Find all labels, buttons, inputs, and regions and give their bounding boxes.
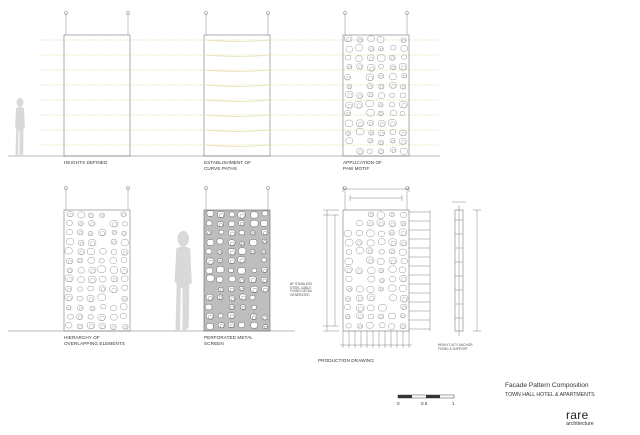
paw-motif-cell — [366, 100, 374, 106]
paw-motif-cell — [110, 258, 117, 264]
paw-motif-inner — [79, 232, 82, 235]
paw-motif-cell — [238, 248, 246, 255]
paw-motif-inner — [402, 132, 406, 136]
paw-motif-inner — [381, 280, 384, 283]
paw-motif-inner — [380, 48, 383, 51]
paw-motif-inner — [89, 298, 93, 302]
paw-motif-cell — [261, 220, 268, 226]
paw-motif-cell — [66, 323, 72, 328]
paw-motif-cell — [400, 314, 405, 318]
paw-motif-inner — [359, 325, 362, 328]
paw-motif-cell — [66, 239, 73, 245]
paw-motif-inner — [347, 38, 351, 42]
paw-motif-inner — [392, 67, 395, 70]
brand-logo — [566, 410, 594, 427]
paw-motif-cell — [251, 322, 258, 328]
paw-motif-cell — [217, 239, 223, 244]
paw-motif-inner — [347, 133, 350, 136]
paw-motif-cell — [379, 323, 385, 328]
paw-motif-cell — [101, 305, 106, 309]
paw-motif-cell — [98, 266, 106, 273]
paw-motif-cell — [345, 120, 353, 127]
paw-motif-cell — [368, 276, 375, 282]
paw-motif-inner — [391, 223, 395, 227]
note-anchor-fixing: HEAVY DUTY ANCHOR FIXING & SUPPORT — [438, 343, 473, 351]
paw-motif-cell — [65, 248, 72, 254]
paw-motif-cell — [110, 314, 117, 320]
paw-motif-inner — [346, 77, 349, 80]
paw-motif-cell — [378, 93, 385, 99]
paw-motif-cell — [356, 128, 364, 135]
panel-curves-frame — [204, 35, 270, 156]
paw-motif-inner — [80, 251, 84, 255]
paw-motif-cell — [110, 306, 116, 311]
paw-motif-inner — [80, 242, 83, 245]
paw-motif-cell — [219, 230, 224, 234]
paw-motif-inner — [402, 86, 405, 89]
paw-motif-cell — [251, 212, 259, 218]
paw-motif-inner — [369, 94, 372, 97]
paw-motif-cell — [229, 212, 235, 217]
paw-motif-cell — [239, 322, 245, 327]
paw-motif-cell — [206, 323, 213, 329]
paw-motif-inner — [392, 140, 395, 143]
scale-bar — [398, 395, 454, 398]
paw-motif-inner — [79, 260, 82, 263]
paw-motif-cell — [100, 249, 106, 254]
paw-motif-inner — [392, 149, 395, 152]
paw-motif-inner — [67, 288, 70, 291]
paw-motif-cell — [111, 250, 117, 255]
paw-motif-inner — [67, 296, 71, 300]
paw-motif-cell — [402, 55, 407, 59]
caption-production-drawing: PRODUCTION DRAWING — [318, 358, 374, 363]
paw-motif-cell — [205, 304, 212, 310]
paw-motif-inner — [369, 57, 373, 61]
paw-motif-cell — [88, 315, 93, 320]
paw-motif-cell — [67, 230, 73, 235]
paw-motif-inner — [358, 297, 362, 301]
paw-motif-inner — [402, 315, 405, 318]
paw-motif-cell — [377, 212, 384, 218]
paw-motif-inner — [379, 222, 383, 226]
paw-motif-cell — [98, 294, 106, 301]
paw-motif-cell — [122, 285, 128, 290]
paw-motif-inner — [123, 298, 126, 301]
paw-motif-inner — [348, 288, 351, 291]
paw-motif-cell — [252, 305, 257, 309]
paw-motif-cell — [388, 324, 395, 330]
paw-motif-cell — [346, 47, 353, 53]
paw-motif-inner — [380, 288, 383, 291]
paw-motif-inner — [403, 75, 406, 78]
paw-motif-inner — [369, 223, 372, 226]
scale-bar-segment — [426, 395, 440, 398]
paw-motif-inner — [359, 66, 362, 69]
paw-motif-cell — [99, 259, 104, 263]
paw-motif-inner — [358, 242, 361, 245]
paw-motif-cell — [367, 240, 374, 246]
paw-motif-cell — [390, 295, 397, 301]
paw-motif-inner — [112, 326, 115, 329]
paw-motif-cell — [206, 249, 212, 254]
paw-motif-cell — [121, 258, 127, 263]
paw-motif-inner — [349, 66, 352, 69]
panel-heights-frame — [64, 35, 130, 156]
paw-motif-cell — [238, 268, 246, 275]
paw-motif-inner — [101, 288, 105, 292]
paw-motif-cell — [389, 266, 397, 272]
human-scale-figures — [15, 98, 192, 331]
paw-motif-inner — [90, 233, 93, 236]
figure-body — [15, 107, 25, 156]
paw-motif-inner — [357, 104, 361, 108]
paw-motif-cell — [389, 313, 396, 319]
paw-motif-cell — [250, 220, 258, 227]
paw-motif-inner — [69, 270, 72, 273]
paw-motif-inner — [370, 132, 373, 135]
paw-motif-cell — [377, 259, 384, 265]
paw-motif-cell — [367, 230, 375, 237]
paw-motif-inner — [380, 123, 384, 127]
paw-motif-inner — [391, 251, 394, 254]
paw-motif-inner — [91, 269, 95, 273]
paw-motif-cell — [123, 222, 128, 226]
panel-frames — [64, 11, 409, 331]
paw-motif-cell — [399, 285, 406, 291]
caption-paw-motif: APPLICATION OF PAW MOTIF — [343, 160, 383, 171]
scale-bar-segment — [398, 395, 412, 398]
paw-motif-cell — [378, 239, 385, 245]
paw-motif-inner — [112, 288, 116, 292]
paw-motif-cell — [88, 258, 95, 264]
paw-motif-inner — [403, 306, 406, 309]
paw-motif-inner — [370, 48, 373, 51]
figure-head — [17, 98, 24, 107]
paw-motif-cell — [400, 93, 406, 98]
paw-motif-cell — [367, 149, 372, 153]
paw-motif-cell — [390, 277, 396, 282]
paw-motif-inner — [68, 277, 72, 281]
paw-motif-inner — [401, 140, 405, 144]
human-figure — [175, 231, 192, 331]
paw-motif-inner — [348, 86, 351, 89]
paw-motif-cell — [401, 46, 408, 52]
paw-motif-inner — [370, 296, 374, 300]
paw-motif-inner — [368, 76, 372, 80]
paw-motif-inner — [90, 215, 93, 218]
paw-motif-cell — [206, 275, 214, 282]
paw-motif-inner — [100, 316, 104, 320]
scale-label-0: 0 — [397, 401, 400, 406]
paw-motif-inner — [122, 270, 126, 274]
paw-motif-cell — [207, 240, 214, 246]
paw-motif-cell — [356, 221, 362, 226]
paw-motif-cell — [368, 268, 375, 274]
paw-motif-inner — [114, 232, 117, 235]
paw-motif-cell — [99, 276, 106, 282]
paw-motif-inner — [79, 326, 82, 329]
paw-motif-inner — [89, 324, 93, 328]
paw-motif-inner — [78, 316, 82, 320]
paw-motif-cell — [78, 277, 85, 283]
paw-motif-inner — [80, 223, 83, 226]
paw-motif-inner — [391, 241, 395, 245]
paw-motif-cell — [77, 296, 83, 301]
paw-motif-cell — [390, 93, 395, 97]
paw-motif-inner — [402, 66, 406, 70]
brand-subtitle: architecture — [566, 421, 594, 427]
paw-motif-cell — [120, 313, 126, 318]
figure-head — [177, 231, 189, 247]
paw-motif-cell — [110, 267, 118, 273]
paw-motif-inner — [380, 316, 383, 319]
scale-label-1: 1 — [452, 401, 455, 406]
paw-motif-cell — [344, 230, 351, 236]
paw-motif-inner — [79, 307, 82, 310]
paw-motif-inner — [380, 132, 384, 136]
paw-motif-inner — [402, 104, 406, 108]
paw-motif-inner — [68, 260, 72, 264]
paw-motif-inner — [391, 214, 394, 217]
paw-motif-inner — [402, 277, 406, 281]
note-cable-fixing: BF STAINLESS STEEL CABLE FIXING DETAIL GENERATED — [290, 282, 313, 297]
project-name: TOWN HALL HOTEL & APARTMENTS — [505, 392, 595, 398]
paw-motif-cell — [262, 258, 267, 262]
paw-motif-cell — [346, 138, 353, 144]
paw-motif-cell — [87, 248, 94, 254]
paw-motif-cell — [368, 36, 375, 42]
paw-motif-cell — [345, 305, 351, 310]
paw-motif-inner — [112, 223, 116, 227]
paw-motif-cell — [250, 295, 255, 300]
paw-motif-inner — [391, 232, 394, 235]
paw-motif-cell — [252, 268, 257, 272]
paw-motif-cell — [356, 247, 363, 253]
paw-motif-inner — [380, 151, 383, 154]
paw-motif-inner — [113, 278, 117, 282]
paw-motif-cell — [379, 64, 384, 68]
paw-motif-cell — [78, 287, 83, 291]
paw-motif-cell — [356, 230, 362, 235]
paw-motif-inner — [347, 298, 350, 301]
paw-motif-inner — [401, 231, 405, 235]
paw-motif-cell — [389, 103, 394, 107]
paw-motif-inner — [402, 223, 405, 226]
paw-motif-cell — [399, 267, 406, 273]
paw-motif-inner — [91, 242, 95, 246]
paw-motif-cell — [262, 211, 268, 216]
paw-motif-cell — [121, 240, 128, 246]
paw-motif-inner — [380, 142, 383, 145]
paw-motif-inner — [380, 270, 383, 273]
paw-motif-cell — [344, 35, 352, 42]
paw-motif-inner — [380, 75, 383, 78]
paw-motif-cell — [379, 304, 387, 311]
paw-motif-cell — [217, 266, 225, 272]
paw-motif-inner — [359, 39, 362, 42]
paw-motif-inner — [123, 233, 126, 236]
paw-motif-cell — [401, 259, 407, 264]
paw-motif-inner — [113, 241, 116, 244]
paw-motif-cell — [218, 314, 223, 318]
paw-motif-cell — [391, 45, 396, 50]
paw-motif-cell — [67, 221, 73, 226]
drawing-title: Facade Pattern Composition — [505, 382, 589, 389]
paw-motif-cell — [389, 74, 396, 80]
paw-motif-cell — [78, 212, 85, 218]
paw-motif-inner — [348, 104, 352, 108]
paw-motif-inner — [368, 250, 372, 254]
paw-motif-cell — [401, 212, 407, 217]
paw-motif-cell — [122, 276, 129, 282]
paw-motif-cell — [356, 56, 363, 62]
paw-motif-inner — [123, 214, 126, 217]
paw-motif-cell — [68, 314, 74, 319]
paw-motif-cell — [346, 324, 351, 328]
paw-motif-inner — [347, 269, 351, 273]
paw-motif-cell — [229, 268, 234, 272]
paw-motif-inner — [369, 259, 373, 263]
paw-motif-cell — [78, 268, 84, 273]
paw-motif-cell — [377, 37, 384, 43]
paw-motif-cell — [389, 285, 397, 291]
paw-motif-inner — [380, 104, 383, 107]
paw-motif-inner — [359, 122, 363, 126]
paw-motif-inner — [91, 308, 94, 311]
paw-motif-cell — [229, 221, 235, 226]
human-figure — [15, 98, 25, 156]
paw-motif-inner — [369, 122, 372, 125]
paw-motif-cell — [367, 286, 374, 292]
paw-motif-cell — [367, 305, 374, 311]
paw-motif-cell — [206, 268, 213, 274]
paw-motif-inner — [101, 215, 104, 218]
paw-motif-inner — [370, 214, 373, 217]
caption-curve-paths: ESTABLISHMENT OF CURVE PATHS — [204, 160, 252, 171]
paw-motif-inner — [124, 326, 127, 329]
caption-perforated-screen: PERFORATED METAL SCREEN — [204, 335, 253, 346]
paw-motif-cell — [206, 221, 212, 226]
paw-motif-inner — [359, 307, 363, 311]
paw-motif-cell — [346, 250, 351, 255]
paw-motif-cell — [400, 148, 407, 154]
paw-motif-cell — [366, 322, 373, 328]
paw-motif-inner — [391, 122, 395, 126]
paw-motif-inner — [359, 315, 363, 319]
caption-hierarchy: HIERARCHY OF OVERLAPPING ELEMENTS — [64, 335, 125, 346]
paw-motif-cell — [390, 130, 396, 135]
paw-motif-inner — [402, 242, 406, 246]
scale-label-half: 0.5 — [421, 401, 428, 406]
paw-motif-cell — [377, 55, 385, 62]
paw-motif-inner — [391, 260, 395, 264]
panel-perforated-frame — [204, 210, 270, 331]
paw-motif-inner — [91, 223, 95, 227]
paw-motif-inner — [369, 85, 372, 88]
paw-motif-cell — [345, 258, 353, 265]
paw-motif-cell — [229, 276, 236, 282]
paw-motif-inner — [359, 150, 363, 154]
paw-motif-cell — [369, 314, 374, 319]
paw-motif-cell — [345, 240, 353, 247]
paw-motif-inner — [391, 57, 394, 60]
paw-motif-cell — [378, 231, 384, 236]
paw-motif-cell — [250, 239, 257, 245]
paw-motif-cell — [379, 250, 384, 254]
paw-motif-cell — [88, 286, 94, 291]
paw-motif-inner — [68, 307, 71, 310]
paw-motif-inner — [69, 213, 73, 217]
paw-motif-cell — [399, 249, 406, 255]
paw-motif-inner — [402, 325, 405, 328]
paw-motif-inner — [380, 86, 383, 89]
paw-motif-inner — [403, 298, 407, 302]
paw-motif-cell — [207, 211, 214, 217]
paw-motif-inner — [369, 140, 372, 143]
paw-motif-inner — [347, 316, 350, 319]
paw-motif-inner — [348, 93, 352, 97]
paw-motif-cell — [346, 276, 352, 281]
paw-motif-cell — [239, 230, 244, 235]
paw-motif-inner — [101, 325, 105, 329]
paw-motif-cell — [217, 277, 223, 282]
paw-motif-inner — [358, 95, 362, 99]
paw-motif-inner — [101, 232, 105, 236]
paw-motif-cell — [356, 286, 363, 292]
paw-motif-cell — [120, 304, 127, 310]
caption-heights-defined: HEIGHTS DEFINED — [64, 160, 108, 165]
figure-body — [175, 247, 192, 331]
paw-motif-inner — [358, 270, 362, 274]
paw-motif-inner — [91, 279, 95, 283]
paw-motif-cell — [345, 55, 351, 60]
paw-motif-inner — [123, 251, 127, 255]
paw-motif-cell — [356, 45, 363, 51]
brand-wordmark: rare — [566, 408, 589, 422]
paw-motif-inner — [370, 67, 374, 71]
